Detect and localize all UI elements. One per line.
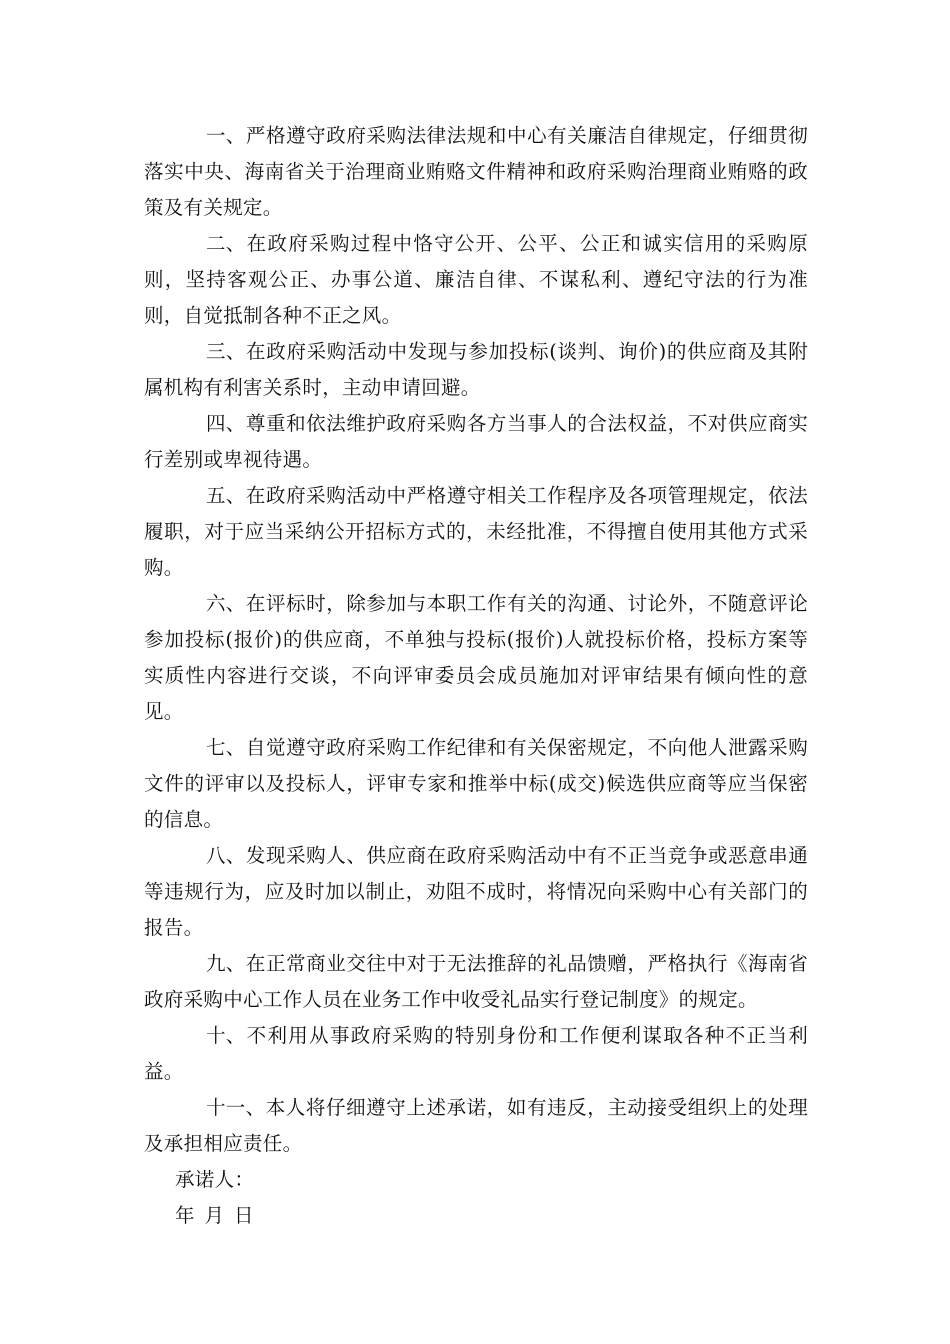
clause-number: 一、	[206, 124, 246, 147]
clause-text: 发现采购人、供应商在政府采购活动中有不正当竞争或恶意串通等违规行为，应及时加以制止，劝阻不成时，将情况向采购中心有关部门的报告。	[144, 844, 808, 939]
date-month: 月	[204, 1204, 225, 1227]
clause-9	[144, 946, 808, 1018]
clause-number: 八、	[206, 844, 246, 867]
clause-11	[144, 1090, 808, 1162]
clause-number: 十、	[206, 1024, 246, 1047]
clause-text: 不利用从事政府采购的特别身份和工作便利谋取各种不正当利益。	[144, 1024, 808, 1083]
clause-2	[144, 226, 808, 334]
clause-6	[144, 586, 808, 730]
clause-5	[144, 478, 808, 586]
clause-number: 三、	[206, 340, 246, 363]
clause-number: 十一、	[206, 1096, 266, 1119]
clause-4	[144, 406, 808, 478]
clause-text: 尊重和依法维护政府采购各方当事人的合法权益，不对供应商实行差别或卑视待遇。	[144, 412, 808, 471]
clause-text: 严格遵守政府采购法律法规和中心有关廉洁自律规定，仔细贯彻落实中央、海南省关于治理商业贿赂文件精神和政府采购治理商业贿赂的政策及有关规定。	[144, 124, 808, 219]
clause-number: 九、	[206, 952, 246, 975]
clause-number: 四、	[206, 412, 246, 435]
date-year: 年	[175, 1204, 195, 1227]
clause-3	[144, 334, 808, 406]
clause-text: 在正常商业交往中对于无法推辞的礼品馈赠，严格执行《海南省政府采购中心工作人员在业务工作中收受礼品实行登记制度》的规定。	[144, 952, 808, 1011]
clause-1	[144, 118, 808, 226]
clause-text: 在政府采购活动中严格遵守相关工作程序及各项管理规定，依法履职，对于应当采纳公开招标方式的，未经批准，不得擅自使用其他方式采购。	[144, 484, 808, 579]
document-body	[144, 118, 808, 1234]
clause-number: 五、	[206, 484, 246, 507]
signature-date	[144, 1198, 808, 1234]
signer-label: 承诺人：	[175, 1168, 255, 1191]
clause-10	[144, 1018, 808, 1090]
clause-text: 在政府采购过程中恪守公开、公平、公正和诚实信用的采购原则，坚持客观公正、办事公道、廉洁自律、不谋私利、遵纪守法的行为准则，自觉抵制各种不正之风。	[144, 232, 808, 327]
clause-text: 本人将仔细遵守上述承诺，如有违反，主动接受组织上的处理及承担相应责任。	[144, 1096, 808, 1155]
clause-number: 七、	[206, 736, 246, 759]
clause-7	[144, 730, 808, 838]
clause-text: 在评标时，除参加与本职工作有关的沟通、讨论外，不随意评论参加投标(报价)的供应商，不单独与投标(报价)人就投标价格，投标方案等实质性内容进行交谈，不向评审委员会成员施加对评审结果有倾向性的意见。	[144, 592, 808, 723]
clause-number: 六、	[206, 592, 246, 615]
date-day: 日	[234, 1204, 254, 1227]
clause-8	[144, 838, 808, 946]
clause-text: 在政府采购活动中发现与参加投标(谈判、询价)的供应商及其附属机构有利害关系时，主动申请回避。	[144, 340, 808, 399]
clause-text: 自觉遵守政府采购工作纪律和有关保密规定，不向他人泄露采购文件的评审以及投标人，评审专家和推举中标(成交)候选供应商等应当保密的信息。	[144, 736, 808, 831]
clause-number: 二、	[206, 232, 246, 255]
